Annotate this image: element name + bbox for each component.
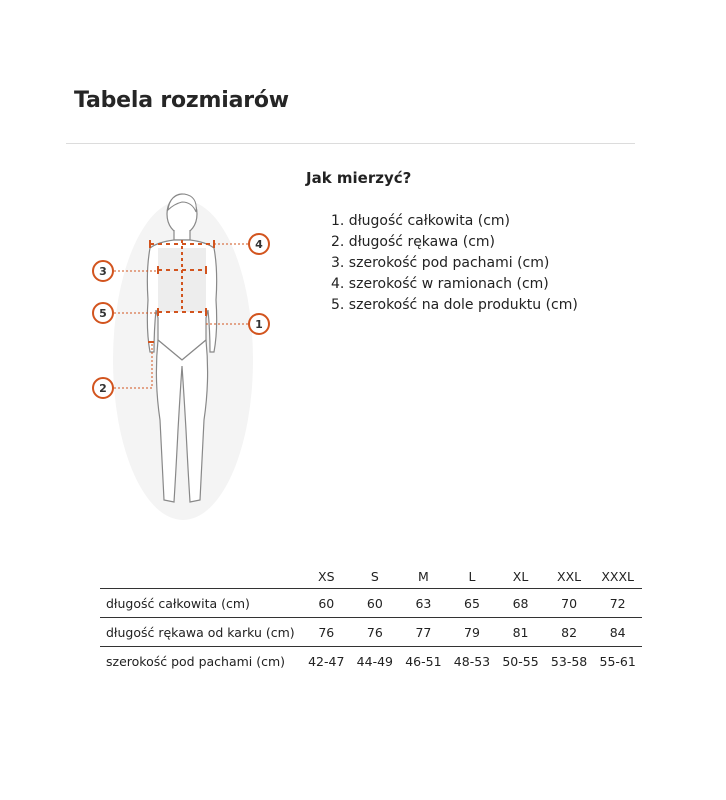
title-divider	[66, 143, 635, 144]
size-header-xxxl: XXXL	[601, 568, 635, 584]
table-cell: 76	[302, 618, 351, 647]
table-cell: 82	[545, 618, 594, 647]
marker-2-label: 2	[99, 382, 107, 395]
step-chest-width: 3. szerokość pod pachami (cm)	[331, 255, 550, 271]
table-row	[100, 618, 642, 647]
table-cell: 53-58	[545, 647, 594, 676]
how-to-measure-title: Jak mierzyć?	[306, 169, 412, 187]
marker-4-label: 4	[255, 238, 263, 251]
table-cell: 60	[351, 589, 400, 618]
step-shoulder-width: 4. szerokość w ramionach (cm)	[331, 276, 549, 292]
table-cell: 81	[496, 618, 545, 647]
table-cell: 68	[496, 589, 545, 618]
size-header-xl: XL	[512, 568, 529, 584]
size-header-row	[100, 564, 642, 589]
size-header-s: S	[370, 568, 379, 584]
size-header-xxl: XXL	[557, 568, 582, 584]
marker-5-label: 5	[99, 307, 107, 320]
size-table	[100, 564, 642, 675]
body-measurement-illustration	[88, 180, 278, 520]
table-cell: 48-53	[448, 647, 497, 676]
table-cell: 77	[399, 618, 448, 647]
table-row	[100, 647, 642, 676]
table-cell: 55-61	[593, 647, 642, 676]
size-header-corner	[100, 564, 302, 589]
step-sleeve-length: 2. długość rękawa (cm)	[331, 234, 495, 250]
table-cell: 65	[448, 589, 497, 618]
table-cell: 60	[302, 589, 351, 618]
table-cell: 50-55	[496, 647, 545, 676]
table-cell: 46-51	[399, 647, 448, 676]
size-header-m: M	[418, 568, 429, 584]
table-cell: 72	[593, 589, 642, 618]
table-cell: 76	[351, 618, 400, 647]
marker-1-label: 1	[255, 318, 263, 331]
measurement-steps-list	[331, 211, 578, 316]
table-cell: 63	[399, 589, 448, 618]
row-label: szerokość pod pachami (cm)	[100, 647, 302, 676]
table-cell: 44-49	[351, 647, 400, 676]
step-bottom-width: 5. szerokość na dole produktu (cm)	[331, 297, 578, 313]
step-total-length: 1. długość całkowita (cm)	[331, 213, 510, 229]
row-label: długość całkowita (cm)	[100, 589, 302, 618]
table-cell: 79	[448, 618, 497, 647]
size-header-l: L	[468, 568, 476, 584]
row-label: długość rękawa od karku (cm)	[100, 618, 302, 647]
page-title: Tabela rozmiarów	[74, 88, 289, 113]
table-cell: 84	[593, 618, 642, 647]
table-row	[100, 589, 642, 618]
size-header-xs: XS	[318, 568, 335, 584]
table-cell: 42-47	[302, 647, 351, 676]
marker-3-label: 3	[99, 265, 107, 278]
table-cell: 70	[545, 589, 594, 618]
